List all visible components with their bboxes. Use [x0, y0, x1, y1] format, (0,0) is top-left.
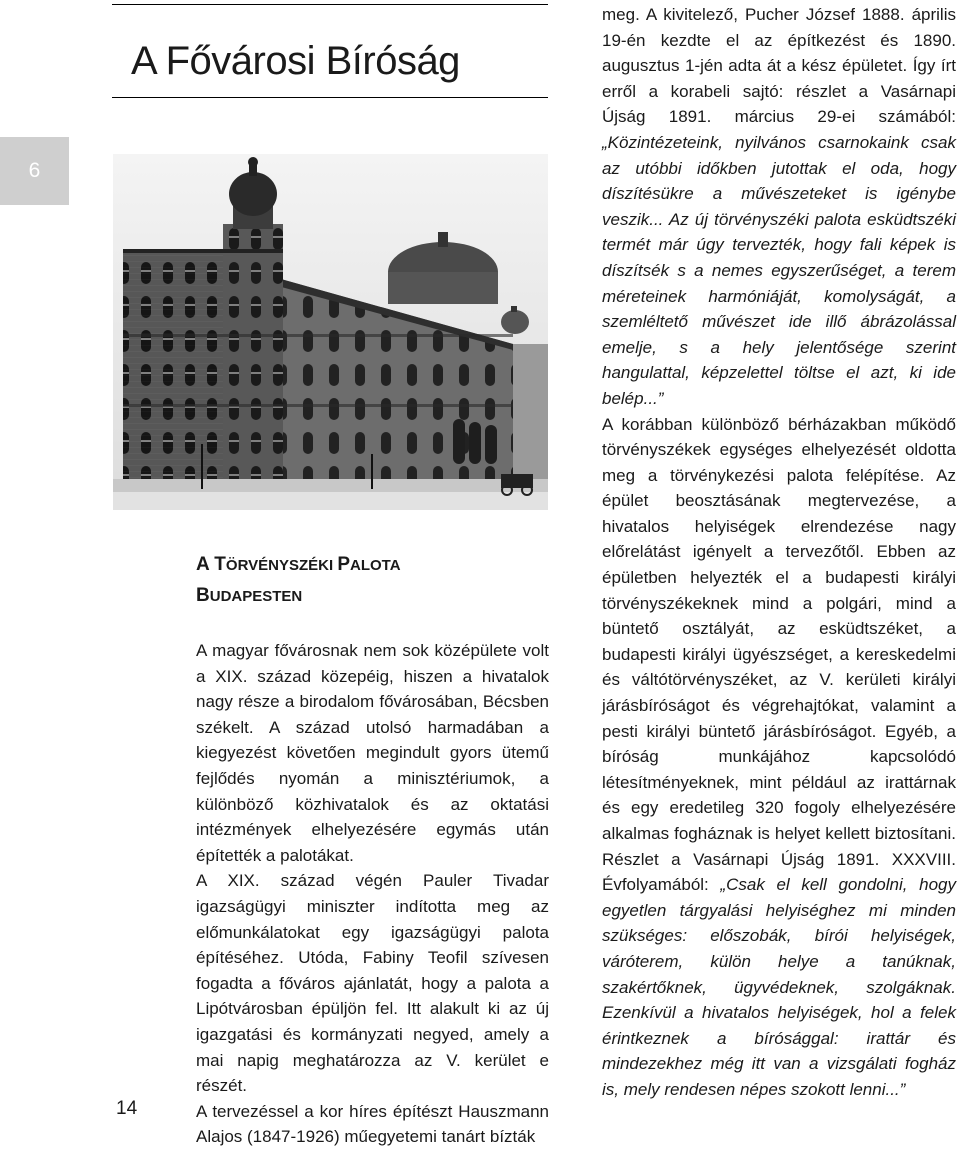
left-column	[196, 638, 549, 1150]
title-underline	[112, 97, 548, 98]
top-rule	[112, 4, 548, 5]
section-heading-line1: A TÖRVÉNYSZÉKI PALOTA	[196, 554, 401, 575]
section-heading-line2: BUDAPESTEN	[196, 585, 303, 606]
paragraph: A XIX. század végén Pauler Tivadar igazságügyi miniszter indította meg az előmunkálatokat egy igazságügyi palota építéséhez. Utóda, Fabiny Teofil szívesen fogadta a főváros ajánlatát, hogy a palota a Lipótvárosban épüljön fel. Itt alakult ki az új igazgatási és kormányzati negyed, amely a mai napig meghatározza az V. kerület e részét.	[196, 871, 549, 1096]
paragraph: A magyar fővárosnak nem sok középülete volt a XIX. század közepéig, hiszen a hivatalok nagy része a birodalom fővárosában, Bécsben székelt. A század utolsó harmadában a kiegyezést követően megindult gyors ütemű fejlődés nyomán a minisztériumok, a különböző közhivatalok és az oktatási intézmények elhelyezésére egymás után építették a palotákat.	[196, 641, 549, 865]
quote: „Közintézeteink, nyilvános csarnokaink csak az utóbbi időkben jutottak el oda, hogy díszítésükre a művészeteket is igénybe veszik... Az új törvényszéki palota esküdtszéki termét már úgy tervezték, hogy fali képek is díszítsék s a nemes egyszerűséget, a terem méreteinek harmóniáját, komolyságát, a szemléltető művészet ide illő ábrázolással emelje, s a hely jelentősége szerint hangulattal, képzelettel töltse el azt, ki ide belép...”	[602, 132, 956, 408]
paragraph: A korábban különböző bérházakban működő törvényszékek egységes elhelyezését oldotta meg a törvénykezési palota felépítése. Az épület beosztásának megtervezése, a hivatalos helyiségek elrendezése nagy előrelátást igényelt a tervezőtől. Ebben az épületben helyezték el a budapesti királyi törvényszékeknek mind a polgári, mind a büntető osztályát, az esküdtszéket, a budapesti királyi ügyészséget, a kereskedelmi és váltótörvényszéket, az V. kerületi királyi járásbíróságot és végrehajtókat, valamint a pesti királyi büntető járásbíróságot. Egyéb, a bíróság munkájához kapcsolódó létesítményeknek, mint például az irattárnak és egy eredetileg 320 fogoly elhelyezésére alkalmas fogháznak is helyet kellett biztosítani. Részlet a Vasárnapi Újság 1891. XXXVIII. Évfolyamából: „Csak el kell gondolni, hogy egyetlen tárgyalási helyiséghez mi minden szükséges: előszobák, bírói helyiségek, váróterem, külön helye a tanúknak, szakértőknek, ügyvédeknek, szolgáknak. Ezenkívül a hivatalos helyiségek, hol a felek érintkeznek a bírósággal: irattár és mindezekhez még itt van a vizsgálati fogház is, mely rendesen népes szokott lenni...”	[602, 414, 956, 1099]
chapter-number: 6	[28, 159, 41, 182]
building-photo	[113, 154, 548, 510]
quote: „Csak el kell gondolni, hogy egyetlen tárgyalási helyiséghez mi minden szükséges: előszobák, bírói helyiségek, váróterem, külön helye a tanúknak, szakértőknek, ügyvédeknek, szolgáknak. Ezenkívül a hivatalos helyiségek, hol a felek érintkeznek a bírósággal: irattár és mindezekhez még itt van a vizsgálati fogház is, mely rendesen népes szokott lenni...”	[602, 875, 956, 1099]
chapter-tab	[0, 137, 69, 205]
right-column	[602, 2, 956, 1103]
page-number: 14	[116, 1098, 138, 1119]
section-heading	[196, 550, 401, 612]
page-title: A Fővárosi Bíróság	[131, 38, 460, 83]
paragraph: meg. A kivitelező, Pucher József 1888. április 19-én kezdte el az építkezést és 1890. augusztus 1-jén adta át a kész épületet. Így írt erről a korabeli sajtó: részlet a Vasárnapi Újság 1891. március 29-ei számából: „Közintézeteink, nyilvános csarnokaink csak az utóbbi időkben jutottak el oda, hogy díszítésükre a művészeteket is igénybe veszik... Az új törvényszéki palota esküdtszéki termét már úgy tervezték, hogy fali képek is díszítsék s a nemes egyszerűséget, a terem méreteinek harmóniáját, komolyságát, a szemléltető művészet ide illő ábrázolással emelje, s a hely jelentősége szerint hangulattal, képzelettel töltse el azt, ki ide belép...”	[602, 5, 956, 408]
paragraph: A tervezéssel a kor híres építészt Hauszmann Alajos (1847-1926) műegyetemi tanárt bízták	[196, 1101, 549, 1147]
